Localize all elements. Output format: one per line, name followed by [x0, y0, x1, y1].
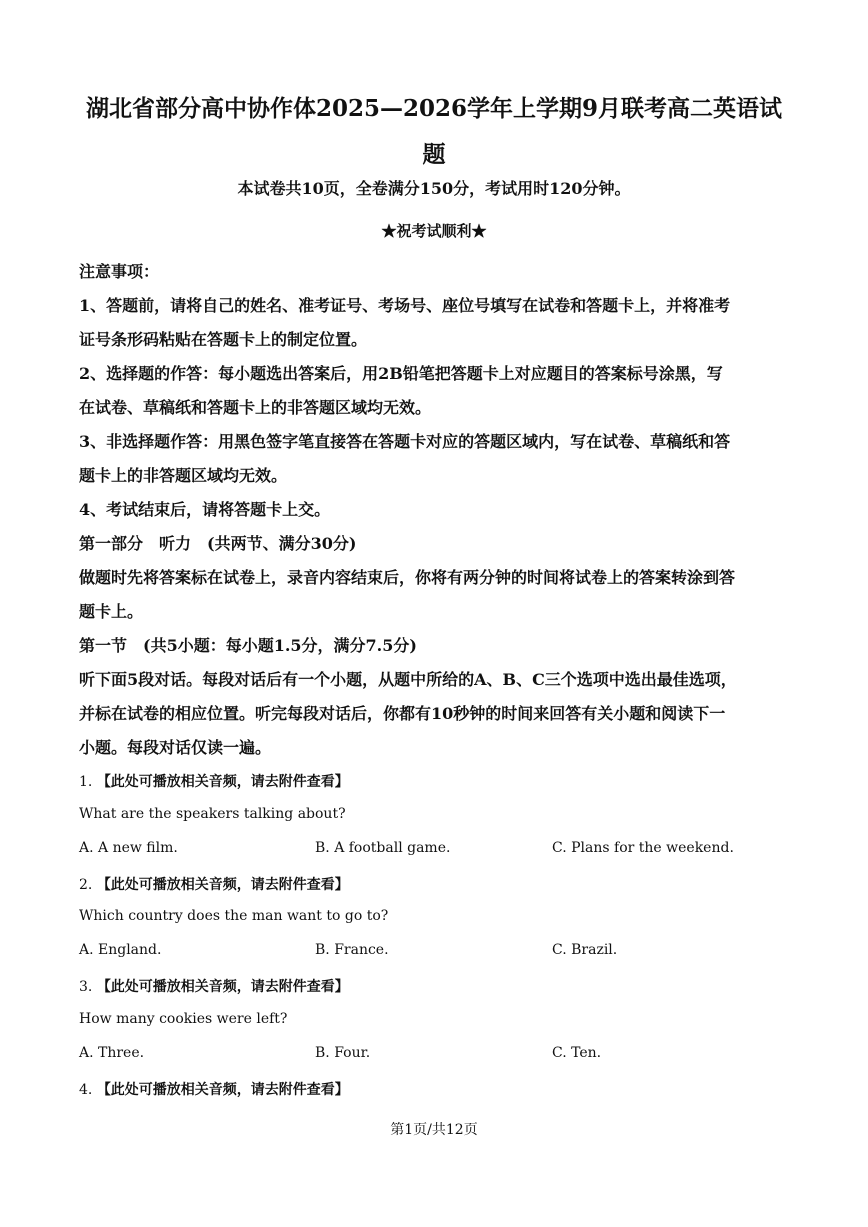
section1-line-2: 并标在试卷的相应位置。听完每段对话后，你都有10秒钟的时间来回答有关小题和阅读下一: [79, 704, 726, 723]
question-2-number: 2.: [79, 877, 93, 893]
question-1-audio-note[interactable]: 【此处可播放相关音频，请去附件查看】: [96, 774, 349, 790]
question-2-option-c: C. Brazil.: [552, 942, 618, 958]
title-line-2: 题: [422, 141, 446, 168]
notice-item-2-line-1: 2、选择题的作答：每小题选出答案后，用2B铅笔把答题卡上对应题目的答案标号涂黑，写: [79, 364, 723, 383]
exam-info: 本试卷共10页，全卷满分150分，考试用时120分钟。: [237, 179, 631, 198]
question-4-audio-note[interactable]: 【此处可播放相关音频，请去附件查看】: [96, 1082, 349, 1098]
question-3-audio-note[interactable]: 【此处可播放相关音频，请去附件查看】: [96, 979, 349, 995]
section1-line-3: 小题。每段对话仅读一遍。: [79, 738, 272, 757]
question-3-option-b: B. Four.: [315, 1045, 371, 1061]
section1-line-1: 听下面5段对话。每段对话后有一个小题，从题中所给的A、B、C三个选项中选出最佳选项，: [79, 670, 737, 689]
question-4-number: 4.: [79, 1082, 93, 1098]
part1-heading: 第一部分 听力 (共两节、满分30分): [79, 534, 357, 553]
question-4-audio-label: [79, 1079, 349, 1099]
question-2-option-b: B. France.: [315, 942, 389, 958]
section1-heading: 第一节 (共5小题：每小题1.5分，满分7.5分): [79, 636, 417, 655]
notice-item-3-line-1: 3、非选择题作答：用黑色签字笔直接答在答题卡对应的答题区域内，写在试卷、草稿纸和答: [79, 432, 731, 451]
notice-item-4: 4、考试结束后，请将答题卡上交。: [79, 500, 331, 519]
notice-item-1-line-1: 1、答题前，请将自己的姓名、准考证号、考场号、座位号填写在试卷和答题卡上，并将准考: [79, 296, 731, 315]
notice-heading: 注意事项：: [79, 262, 160, 281]
question-2-text: Which country does the man want to go to?: [79, 908, 389, 924]
question-3-number: 3.: [79, 979, 93, 995]
question-2-audio-label: [79, 874, 349, 894]
notice-item-3-line-2: 题卡上的非答题区域均无效。: [79, 466, 288, 485]
question-3-option-c: C. Ten.: [552, 1045, 602, 1061]
title-line-1: 湖北省部分高中协作体2025—2026学年上学期9月联考高二英语试: [85, 95, 783, 122]
exam-wish: ★祝考试顺利★: [381, 222, 487, 240]
part1-desc-line-2: 题卡上。: [79, 602, 144, 621]
question-1-number: 1.: [79, 774, 93, 790]
question-3-audio-label: [79, 976, 349, 996]
exam-title: [60, 86, 808, 178]
notice-item-1-line-2: 证号条形码粘贴在答题卡上的制定位置。: [79, 330, 368, 349]
question-3-option-a: A. Three.: [79, 1045, 145, 1061]
part1-desc-line-1: 做题时先将答案标在试卷上，录音内容结束后，你将有两分钟的时间将试卷上的答案转涂到答: [79, 568, 736, 587]
notice-item-2-line-2: 在试卷、草稿纸和答题卡上的非答题区域均无效。: [79, 398, 432, 417]
question-2-option-a: A. England.: [79, 942, 162, 958]
question-2-audio-note[interactable]: 【此处可播放相关音频，请去附件查看】: [96, 877, 349, 893]
question-1-option-b: B. A football game.: [315, 840, 451, 856]
question-3-text: How many cookies were left?: [79, 1011, 288, 1027]
question-1-option-a: A. A new film.: [79, 840, 178, 856]
question-1-option-c: C. Plans for the weekend.: [552, 840, 734, 856]
page-footer: 第1页/共12页: [390, 1122, 478, 1138]
question-1-audio-label: [79, 771, 349, 791]
question-1-text: What are the speakers talking about?: [79, 806, 346, 822]
